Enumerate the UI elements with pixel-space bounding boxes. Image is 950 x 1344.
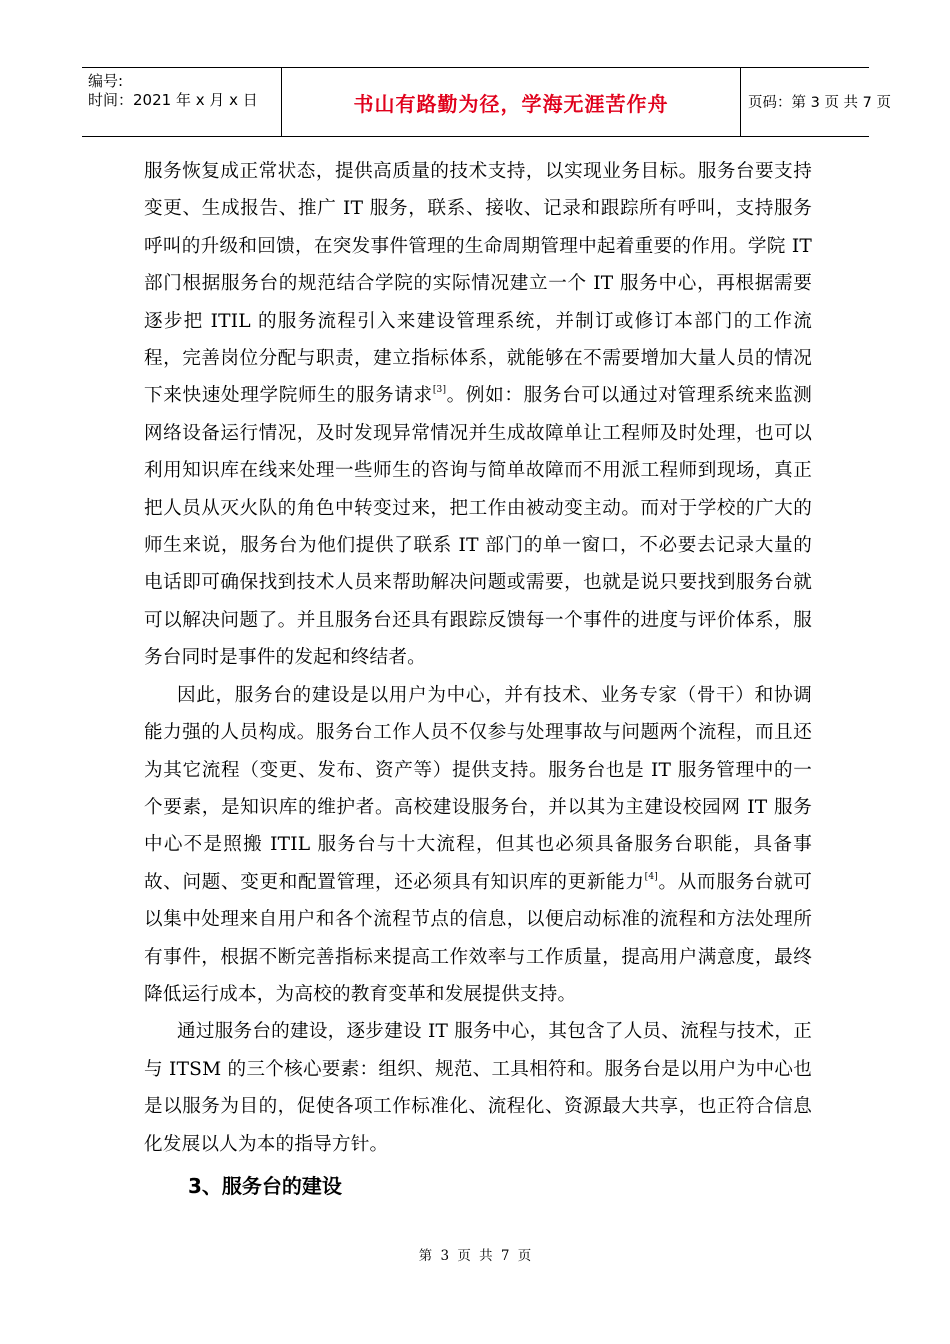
paragraph-2 (144, 677, 812, 1014)
paragraph-3-text: 通过服务台的建设，逐步建设 IT 服务中心，其包含了人员、流程与技术，正与 ITSM 的三个核心要素：组织、规范、工具相符和。服务台是以用户为中心也是以服务为目的，促使各项工作标准化、流程化、资源最大共享，也正符合信息化发展以人为本的指导方针。 (144, 1021, 812, 1155)
header-info-cell (82, 68, 280, 136)
paragraph-3 (144, 1013, 812, 1163)
paragraph-1 (144, 153, 812, 677)
section-heading: 3、服务台的建设 (188, 1174, 342, 1198)
document-body (144, 153, 812, 1163)
document-time-label: 时间：2021 年 x 月 x 日 (88, 91, 258, 109)
paragraph-1-text-a: 服务恢复成正常状态，提供高质量的技术支持，以实现业务目标。服务台要支持变更、生成报告、推广 IT 服务，联系、接收、记录和跟踪所有呼叫，支持服务呼叫的升级和回馈，在突发事件管理的生命周期管理中起着重要的作用。学院 IT 部门根据服务台的规范结合学院的实际情况建立一个 IT 服务中心，再根据需要逐步把 ITIL 的服务流程引入来建设管理系统，并制订或修订本部门的工作流程，完善岗位分配与职责，建立指标体系，就能够在不需要增加大量人员的情况下来快速处理学院师生的服务请求 (144, 161, 812, 407)
header-motto-cell (281, 68, 741, 136)
header-motto: 书山有路勤为径，学海无涯苦作舟 (353, 92, 669, 116)
page-footer: 第 3 页 共 7 页 (418, 1248, 532, 1264)
header-page-cell (740, 68, 891, 136)
paragraph-2-text-b: 。从而服务台就可以集中处理来自用户和各个流程节点的信息，以便启动标准的流程和方法处理所有事件，根据不断完善指标来提高工作效率与工作质量，提高用户满意度，最终降低运行成本，为高校的教育变革和发展提供支持。 (144, 871, 812, 1005)
header-page-number: 页码：第 3 页 共 7 页 (748, 95, 891, 111)
document-code-label: 编号: (88, 72, 124, 90)
paragraph-2-text-a: 因此，服务台的建设是以用户为中心，并有技术、业务专家（骨干）和协调能力强的人员构成。服务台工作人员不仅参与处理事故与问题两个流程，而且还为其它流程（变更、发布、资产等）提供支持。服务台也是 IT 服务管理中的一个要素，是知识库的维护者。高校建设服务台，并以其为主建设校园网 IT 服务中心不是照搬 ITIL 服务台与十大流程，但其也必须具备服务台职能，具备事故、问题、变更和配置管理，还必须具有知识库的更新能力 (144, 684, 812, 893)
citation-3: [3] (432, 385, 447, 396)
page-header (82, 67, 891, 137)
citation-4: [4] (644, 871, 658, 882)
paragraph-1-text-b: 。例如：服务台可以通过对管理系统来监测网络设备运行情况，及时发现异常情况并生成故障单让工程师及时处理，也可以利用知识库在线来处理一些师生的咨询与简单故障而不用派工程师到现场，真正把人员从灭火队的角色中转变过来，把工作由被动变主动。而对于学校的广大的师生来说，服务台为他们提供了联系 IT 部门的单一窗口，不必要去记录大量的电话即可确保找到技术人员来帮助解决问题或需要，也就是说只要找到服务台就可以解决问题了。并且服务台还具有跟踪反馈每一个事件的进度与评价体系，服务台同时是事件的发起和终结者。 (144, 385, 812, 669)
